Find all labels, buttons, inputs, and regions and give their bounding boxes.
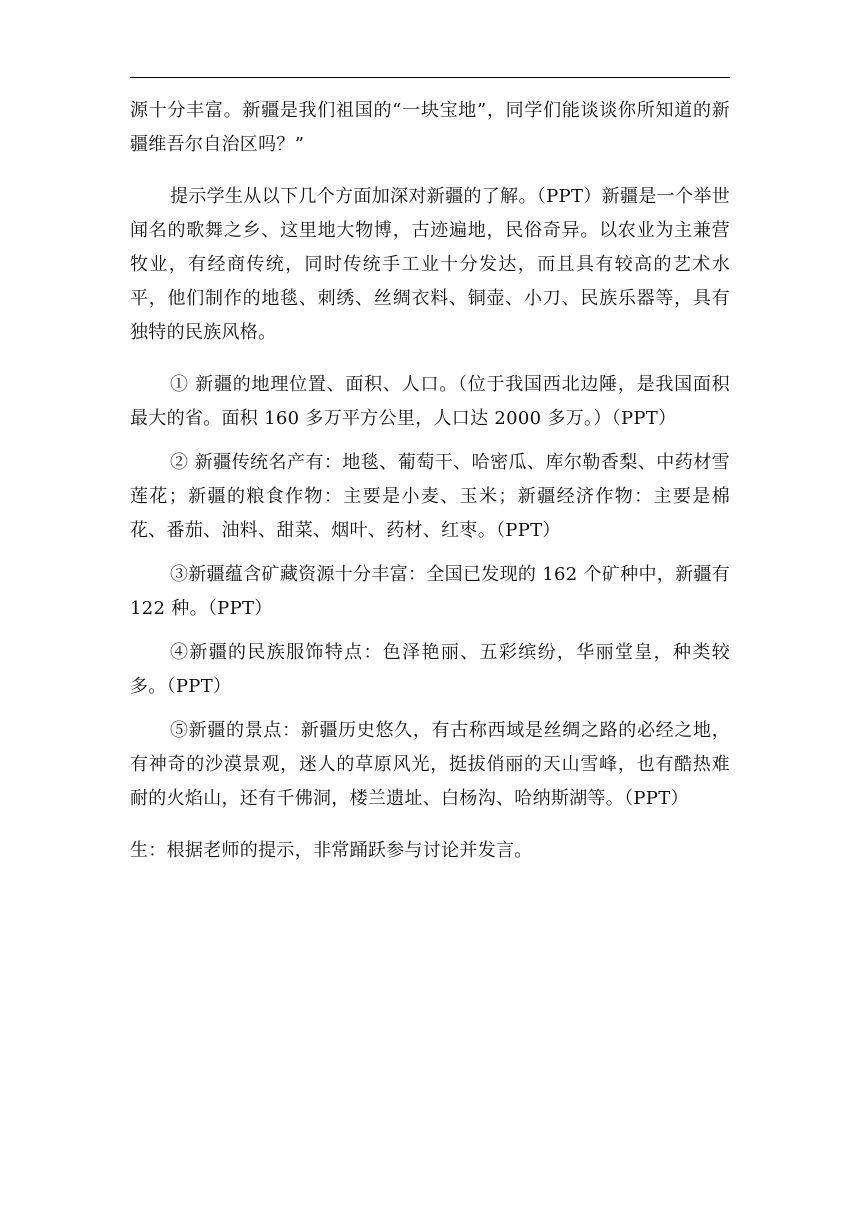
paragraph-point-1-geography: ① 新疆的地理位置、面积、人口。（位于我国西北边陲，是我国面积最大的省。面积 160 多万平方公里，人口达 2000 多万。）（PPT） xyxy=(130,374,730,429)
paragraph-student-response: 生：根据老师的提示，非常踊跃参与讨论并发言。 xyxy=(130,840,533,861)
document-body xyxy=(130,94,730,868)
paragraph-point-3-minerals: ③新疆蕴含矿藏资源十分丰富：全国已发现的 162 个矿种中，新疆有 122 种。（PPT） xyxy=(130,564,730,619)
paragraph-hint-overview: 提示学生从以下几个方面加深对新疆的了解。（PPT）新疆是一个举世闻名的歌舞之乡、这里地大物博，古迹遍地，民俗奇异。以农业为主兼营牧业，有经商传统，同时传统手工业十分发达，而且具有较高的艺术水平，他们制作的地毯、刺绣、丝绸衣料、铜壶、小刀、民族乐器等，具有独特的民族风格。 xyxy=(130,186,730,343)
paragraph-intro-continued: 源十分丰富。新疆是我们祖国的“一块宝地”，同学们能谈谈你所知道的新疆维吾尔自治区吗？” xyxy=(130,100,730,155)
header-rule xyxy=(130,77,730,78)
paragraph-point-5-scenic-spots: ⑤新疆的景点：新疆历史悠久，有古称西域是丝绸之路的必经之地，有神奇的沙漠景观，迷人的草原风光，挺拔俏丽的天山雪峰，也有酷热难耐的火焰山，还有千佛洞，楼兰遗址、白杨沟、哈纳斯湖等。（PPT） xyxy=(130,720,730,809)
paragraph-point-2-products: ② 新疆传统名产有：地毯、葡萄干、哈密瓜、库尔勒香梨、中药材雪莲花；新疆的粮食作物：主要是小麦、玉米；新疆经济作物：主要是棉花、番茄、油料、甜菜、烟叶、药材、红枣。（PPT） xyxy=(130,452,730,541)
paragraph-point-4-costume: ④新疆的民族服饰特点：色泽艳丽、五彩缤纷，华丽堂皇，种类较多。（PPT） xyxy=(130,642,730,697)
